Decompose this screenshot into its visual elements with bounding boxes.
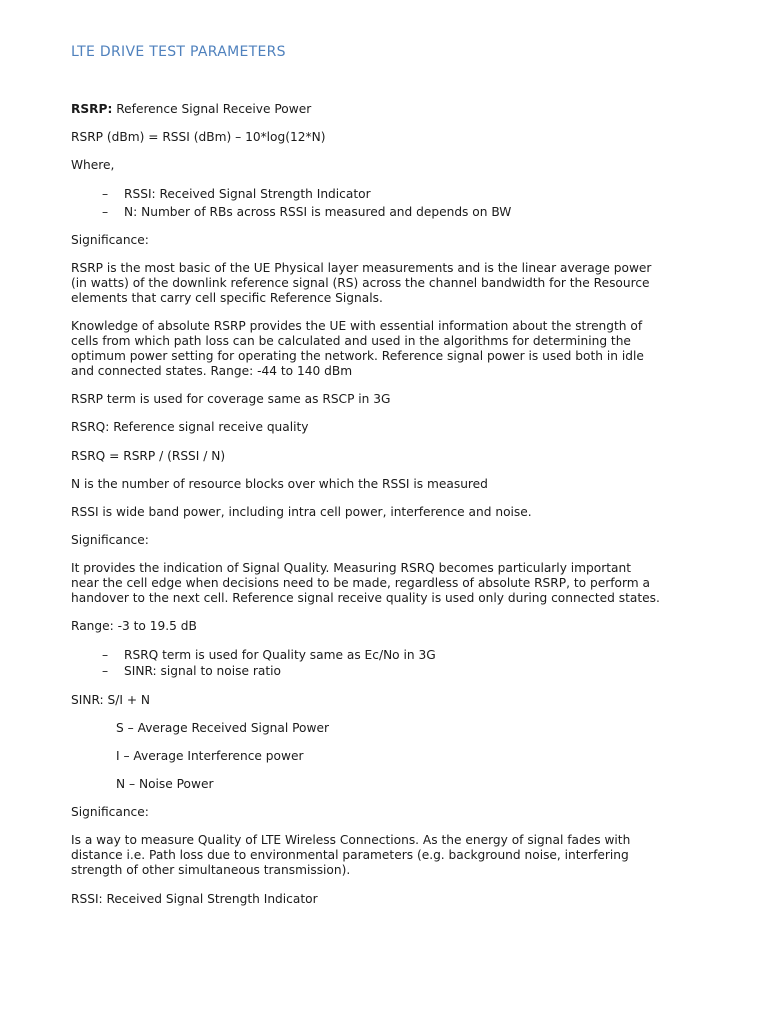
rsrp-paragraph-2-line-1: Knowledge of absolute RSRP provides the UE with essential information about the strength of <box>71 319 643 333</box>
rsrp-bullet-n <box>102 205 511 220</box>
sinr-term-s: S – Average Received Signal Power <box>116 721 329 735</box>
rsrp-paragraph-1-line-1: RSRP is the most basic of the UE Physical layer measurements and is the linear average power <box>71 261 652 275</box>
bullet-dash: – <box>102 648 109 662</box>
rsrq-formula: RSRQ = RSRP / (RSSI / N) <box>71 449 226 463</box>
bullet-dash: – <box>102 664 109 678</box>
sinr-term-n: N – Noise Power <box>116 777 214 791</box>
rsrp-formula: RSRP (dBm) = RSSI (dBm) – 10*log(12*N) <box>71 130 326 144</box>
rsrp-definition-text: Reference Signal Receive Power <box>112 102 312 116</box>
rsrp-bullet-rssi <box>102 187 371 202</box>
rsrp-definition <box>71 102 311 117</box>
rsrp-paragraph-2-line-4: and connected states. Range: -44 to 140 dBm <box>71 364 353 378</box>
rsrq-rssi-definition: RSSI is wide band power, including intra cell power, interference and noise. <box>71 505 532 519</box>
rsrq-bullet-quality <box>102 648 436 663</box>
rsrq-range: Range: -3 to 19.5 dB <box>71 619 197 633</box>
rsrp-paragraph-2-line-3: optimum power setting for operating the network. Reference signal power is used both in idle <box>71 349 644 363</box>
bullet-text: RSSI: Received Signal Strength Indicator <box>124 187 371 201</box>
rssi-definition: RSSI: Received Signal Strength Indicator <box>71 892 318 906</box>
rsrp-paragraph-1-line-2: (in watts) of the downlink reference signal (RS) across the channel bandwidth for the Resource <box>71 276 650 290</box>
bullet-text: RSRQ term is used for Quality same as Ec/No in 3G <box>124 648 436 662</box>
rsrq-paragraph-line-3: handover to the next cell. Reference signal receive quality is used only during connected states. <box>71 591 660 605</box>
rsrq-significance-heading: Significance: <box>71 533 149 547</box>
bullet-dash: – <box>102 205 109 219</box>
sinr-term-i: I – Average Interference power <box>116 749 304 763</box>
rsrq-definition: RSRQ: Reference signal receive quality <box>71 420 309 434</box>
sinr-significance-heading: Significance: <box>71 805 149 819</box>
bullet-dash: – <box>102 187 109 201</box>
rsrq-n-definition: N is the number of resource blocks over which the RSSI is measured <box>71 477 488 491</box>
sinr-paragraph-line-2: distance i.e. Path loss due to environmental parameters (e.g. background noise, interfering <box>71 848 629 862</box>
rsrp-where: Where, <box>71 158 115 172</box>
bullet-text: SINR: signal to noise ratio <box>124 664 281 678</box>
document-title: LTE DRIVE TEST PARAMETERS <box>71 44 286 60</box>
rsrp-significance-heading: Significance: <box>71 233 149 247</box>
rsrp-paragraph-1-line-3: elements that carry cell specific Reference Signals. <box>71 291 383 305</box>
sinr-paragraph-line-3: strength of other simultaneous transmission). <box>71 863 351 877</box>
rsrq-bullet-sinr <box>102 664 281 679</box>
sinr-formula: SINR: S/I + N <box>71 693 151 707</box>
rsrp-coverage: RSRP term is used for coverage same as RSCP in 3G <box>71 392 391 406</box>
rsrp-label: RSRP: <box>71 102 113 116</box>
rsrq-paragraph-line-1: It provides the indication of Signal Quality. Measuring RSRQ becomes particularly important <box>71 561 631 575</box>
sinr-paragraph-line-1: Is a way to measure Quality of LTE Wireless Connections. As the energy of signal fades with <box>71 833 631 847</box>
bullet-text: N: Number of RBs across RSSI is measured and depends on BW <box>124 205 512 219</box>
rsrq-paragraph-line-2: near the cell edge when decisions need to be made, regardless of absolute RSRP, to perform a <box>71 576 650 590</box>
rsrp-paragraph-2-line-2: cells from which path loss can be calculated and used in the algorithms for determining the <box>71 334 631 348</box>
